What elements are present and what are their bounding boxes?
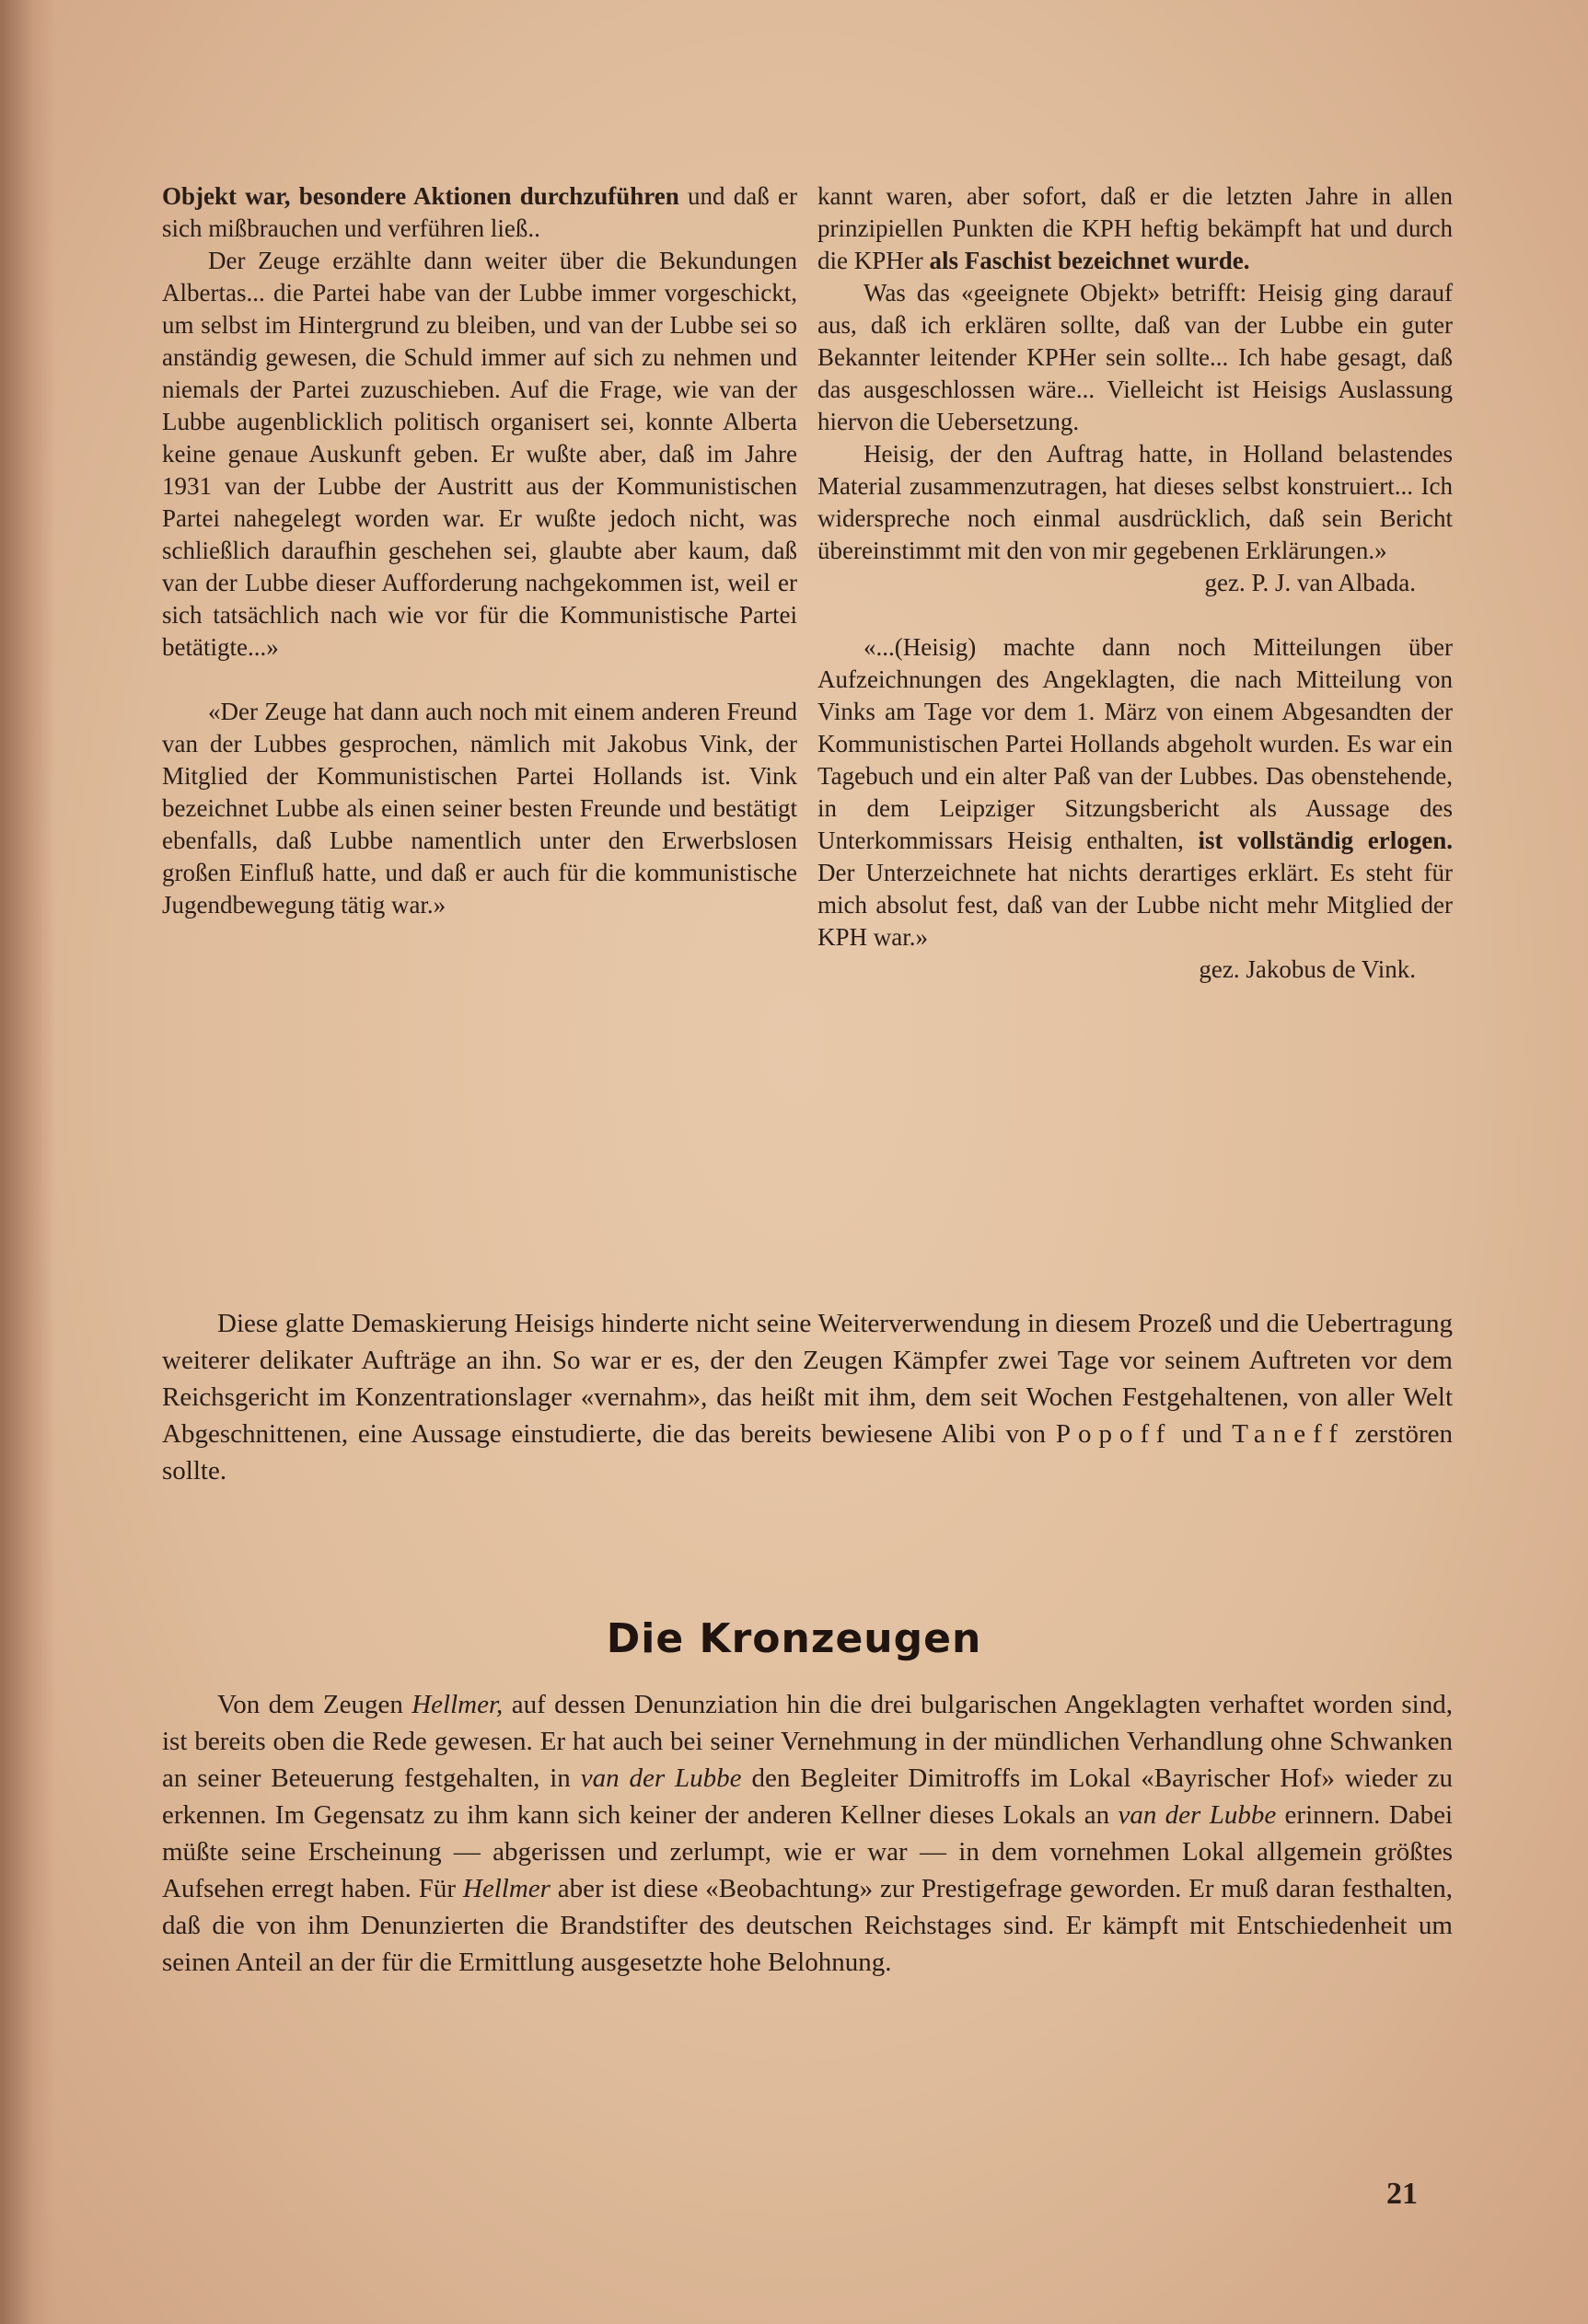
signature-line: gez. P. J. van Albada. (1204, 569, 1416, 596)
text-run: aber ist diese «Beobachtung» zur Prestigefrage geworden. Er muß daran festhalten, daß die von ihm Denunzierten die Brandstifter des deutschen Reichstages sind. Er kämpft mit Entschiedenheit um seinen Anteil an der für die Ermittlung ausgesetzte hohe Belohnung. (162, 1874, 1453, 1977)
paragraph (162, 180, 797, 245)
italic-run: Hellmer (462, 1874, 551, 1903)
bold-run: ist vollständig erlogen. (1198, 827, 1453, 854)
name-taneff: Taneff (1232, 1419, 1345, 1449)
bold-run: Objekt war, besondere Aktionen durchzuführen (162, 182, 679, 210)
right-column (817, 180, 1453, 1285)
text-run: Von dem Zeugen (217, 1690, 412, 1719)
text-run: «...(Heisig) machte dann noch Mitteilungen über Aufzeichnungen des Angeklagten, die nach Mitteilung von Vinks am Tage vor dem 1. März von einem Abgesandten der Kommunistischen Partei Hollands abgeholt wurden. Es war ein Tagebuch und ein alter Paß van der Lubbes. Das obenstehende, in dem Leipziger Sitzungsbericht als Aussage des Unterkommissars Heisig enthalten, (817, 633, 1453, 854)
spine-shadow (0, 0, 55, 2324)
two-column-section (162, 180, 1453, 1285)
text-run: erinnern. Dabei müßte seine Erscheinung — abgerissen und zerlumpt, wie er war — in dem vornehmen Lokal allgemein größtes Aufsehen erregt haben. Für (162, 1800, 1454, 1903)
paragraph: «Der Zeuge hat dann auch noch mit einem anderen Freund van der Lubbes gesprochen, nämlich mit Jakobus Vink, der Mitglied der Kommunistischen Partei Hollands ist. Vink bezeichnet Lubbe als einen seiner besten Freunde und bestätigt ebenfalls, daß Lubbe namentlich unter den Erwerbslosen großen Einfluß hatte, und daß er auch für die kommunistische Jugendbewegung tätig war.» (162, 698, 797, 919)
page-number: 21 (1386, 2177, 1418, 2211)
paragraph-hellmer (162, 1686, 1453, 1981)
text-run: und daß er sich mißbrauchen und verführen ließ.. (162, 182, 797, 242)
italic-run: van der Lubbe (580, 1763, 742, 1793)
text-run: zerstören sollte. (162, 1419, 1453, 1486)
paragraph-heisig (162, 1305, 1453, 1489)
text-run: und (1172, 1419, 1233, 1449)
bottom-paragraph (162, 1686, 1453, 1981)
italic-run: Hellmer, (411, 1690, 504, 1719)
left-column (162, 180, 797, 1285)
name-popoff: Popoff (1055, 1419, 1173, 1449)
paragraph (817, 631, 1453, 954)
signature-line: gez. Jakobus de Vink. (1199, 955, 1416, 983)
text-run: kannt waren, aber sofort, daß er die letzten Jahre in allen prinzipiellen Punkten die KPH heftig bekämpft hat und durch die KPHer (817, 182, 1453, 274)
paragraph (817, 180, 1453, 277)
paragraph: Heisig, der den Auftrag hatte, in Holland belastendes Material zusammenzutragen, hat dieses selbst konstruiert... Ich widerspreche noch einmal ausdrücklich, daß sein Bericht übereinstimmt mit den von mir gegebenen Erklärungen.» (817, 440, 1453, 564)
section-heading: Die Kronzeugen (606, 1615, 982, 1662)
text-run: auf dessen Denunziation hin die drei bulgarischen Angeklagten verhaftet worden sind, ist bereits oben die Rede gewesen. Er hat auch bei seiner Vernehmung in der mündlichen Verhandlung ohne Schwanken an seiner Beteuerung festgehalten, in (162, 1690, 1453, 1793)
text-run: Diese glatte Demaskierung Heisigs hinderte nicht seine Weiterverwendung in diesem Prozeß und die Uebertragung weiterer delikater Aufträge an ihn. So war er es, der den Zeugen Kämpfer zwei Tage vor seinem Auftreten vor dem Reichsgericht im Konzentrationslager «vernahm», das heißt mit ihm, dem seit Wochen Festgehaltenen, von aller Welt Abgeschnittenen, eine Aussage einstudierte, die das bereits bewiesene Alibi von (162, 1309, 1453, 1449)
text-run: Der Unterzeichnete hat nichts derartiges erklärt. Es steht für mich absolut fest, daß van der Lubbe nicht mehr Mitglied der KPH war.» (817, 859, 1453, 951)
mid-paragraph (162, 1305, 1453, 1489)
italic-run: van der Lubbe (1118, 1800, 1277, 1830)
text-run: den Begleiter Dimitroffs im Lokal «Bayrischer Hof» wieder zu erkennen. Im Gegensatz zu ihm kann sich keiner der anderen Kellner dieses Lokals an (162, 1763, 1453, 1830)
bold-run: als Faschist bezeichnet wurde. (929, 247, 1250, 274)
paragraph: Der Zeuge erzählte dann weiter über die Bekundungen Albertas... die Partei habe van der Lubbe immer vorgeschickt, um selbst im Hintergrund zu bleiben, und van der Lubbe sei so anständig gewesen, die Schuld immer auf sich zu nehmen und niemals der Partei zuzuschieben. Auf die Frage, wie van der Lubbe augenblicklich politisch organisert sei, konnte Alberta keine genaue Auskunft geben. Er wußte aber, daß im Jahre 1931 van der Lubbe der Austritt aus der Kommunistischen Partei nahegelegt worden war. Er wußte jedoch nicht, was schließlich daraufhin geschehen sei, glaubte aber kaum, daß van der Lubbe dieser Aufforderung nachgekommen ist, weil er sich tatsächlich nach wie vor für die Kommunistische Partei betätigte...» (162, 247, 797, 661)
paragraph: Was das «geeignete Objekt» betrifft: Heisig ging darauf aus, daß ich erklären sollte, daß van der Lubbe ein guter Bekannter leitender KPHer sein sollte... Ich habe gesagt, daß das ausgeschlossen wäre... Vielleicht ist Heisigs Auslassung hiervon die Uebersetzung. (817, 279, 1453, 435)
